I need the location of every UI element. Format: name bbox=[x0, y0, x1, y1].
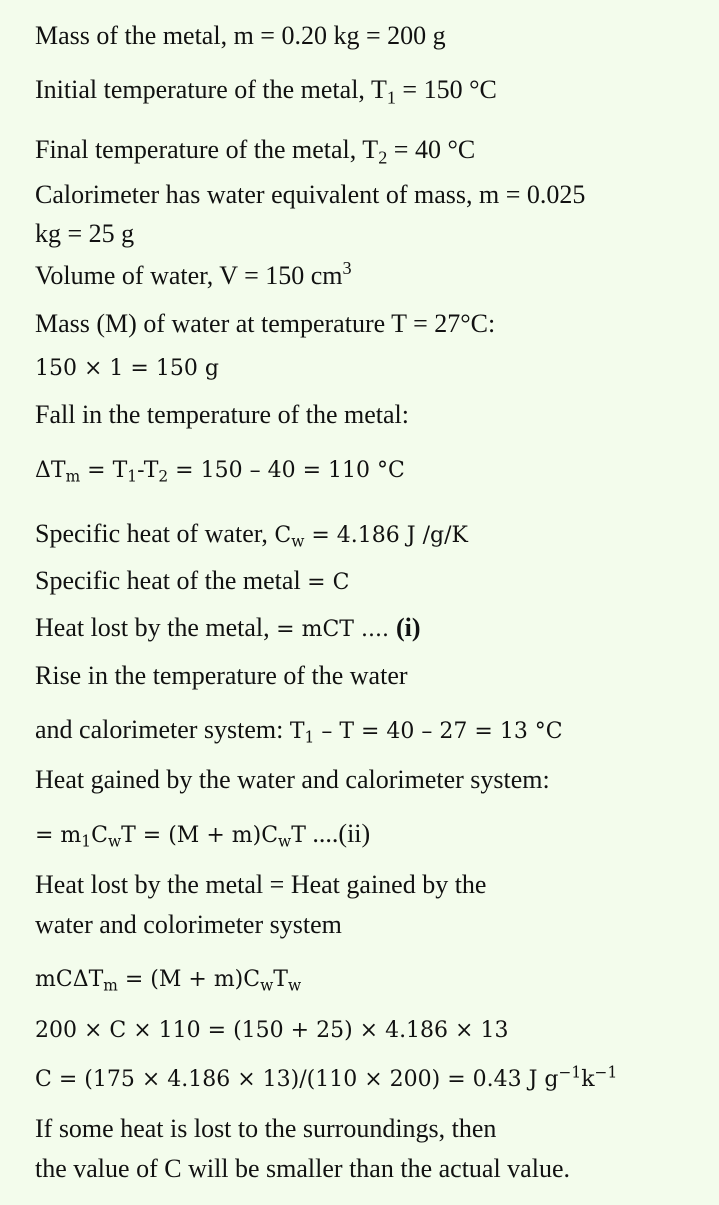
initial-temp-prefix: Initial temperature of the metal, T bbox=[35, 75, 387, 104]
t1-subscript: 1 bbox=[304, 728, 315, 747]
equation-label-i: (i) bbox=[395, 613, 421, 642]
t1-symbol: T bbox=[289, 719, 305, 744]
balance-eq-b-sub: w bbox=[260, 976, 274, 995]
initial-temperature-line bbox=[35, 74, 497, 106]
eq-ii-b-sub: w bbox=[107, 832, 122, 851]
mass-water-calc: 150 × 1 = 150 g bbox=[35, 356, 219, 381]
eq-ii-d: T bbox=[291, 823, 306, 848]
final-temperature-line bbox=[35, 134, 475, 166]
initial-temp-subscript: 1 bbox=[386, 87, 396, 108]
calorimeter-line-2: kg = 25 g bbox=[35, 219, 135, 248]
eq-ii-b: C bbox=[91, 823, 108, 848]
specific-heat-metal-text: Specific heat of the metal bbox=[35, 566, 308, 595]
conclusion-line-2: the value of C will be smaller than the actual value. bbox=[35, 1154, 570, 1183]
specific-heat-water-math bbox=[274, 523, 468, 551]
delta-tm-a-sub: m bbox=[65, 467, 81, 486]
calorimeter-line-1: Calorimeter has water equivalent of mass, m = 0.025 bbox=[35, 180, 586, 209]
result-eq-sup1: −1 bbox=[558, 1063, 582, 1082]
fall-temperature-line: Fall in the temperature of the metal: bbox=[35, 400, 409, 429]
calorimeter-system-line bbox=[35, 714, 563, 748]
final-temp-prefix: Final temperature of the metal, T bbox=[35, 135, 379, 164]
delta-tm-b: = T bbox=[80, 458, 128, 483]
specific-heat-metal-math: = C bbox=[307, 570, 350, 595]
rise-value: – T = 40 – 27 = 13 °C bbox=[314, 719, 563, 744]
conclusion-line-1: If some heat is lost to the surroundings, then bbox=[35, 1114, 497, 1143]
cw-subscript: w bbox=[291, 532, 305, 551]
cw-symbol: C bbox=[274, 523, 292, 548]
heat-lost-math: = mCT bbox=[276, 617, 354, 642]
eq-ii-c: T = (M + m)C bbox=[121, 823, 279, 848]
cw-value: = 4.186 J /g/K bbox=[304, 523, 468, 548]
calorimeter-system-math bbox=[289, 719, 563, 747]
balance-line-2: water and colorimeter system bbox=[35, 910, 342, 939]
balance-eq-a-sub: m bbox=[103, 976, 118, 995]
result-eq-b: k bbox=[581, 1067, 595, 1092]
delta-tm-equation bbox=[35, 455, 405, 487]
eq-ii-tail: ....(ii) bbox=[305, 819, 371, 848]
balance-eq-c-sub: w bbox=[287, 976, 302, 995]
delta-tm-c: -T bbox=[137, 458, 159, 483]
eq-ii-a: = m bbox=[35, 823, 82, 848]
delta-tm-d: = 150 – 40 = 110 °C bbox=[168, 458, 405, 483]
heat-gained-line: Heat gained by the water and calorimeter system: bbox=[35, 765, 550, 794]
initial-temp-suffix: = 150 °C bbox=[395, 75, 497, 104]
numeric-equation: 200 × C × 110 = (150 + 25) × 4.186 × 13 bbox=[35, 1018, 509, 1043]
heat-lost-dots: .... bbox=[353, 617, 396, 642]
final-temp-subscript: 2 bbox=[378, 147, 388, 168]
eq-ii-a-sub: 1 bbox=[81, 832, 92, 851]
balance-eq-b: = (M + m)C bbox=[117, 967, 261, 992]
specific-heat-water-line bbox=[35, 518, 468, 552]
volume-text: Volume of water, V = 150 cm bbox=[35, 261, 343, 290]
mass-water-line: Mass (M) of water at temperature T = 27°C: bbox=[35, 309, 496, 338]
mass-of-metal-line: Mass of the metal, m = 0.20 kg = 200 g bbox=[35, 21, 446, 50]
heat-lost-text: Heat lost by the metal, bbox=[35, 613, 277, 642]
final-temp-suffix: = 40 °C bbox=[387, 135, 476, 164]
result-equation bbox=[35, 1064, 617, 1096]
result-eq-a: C = (175 × 4.186 × 13)/(110 × 200) = 0.43 J g bbox=[35, 1067, 559, 1092]
rise-temperature-line: Rise in the temperature of the water bbox=[35, 661, 408, 690]
heat-lost-line bbox=[35, 612, 420, 646]
specific-heat-water-text: Specific heat of water, bbox=[35, 519, 275, 548]
specific-heat-metal-line bbox=[35, 565, 349, 599]
balance-equation bbox=[35, 964, 301, 996]
eq-ii-c-sub: w bbox=[278, 832, 292, 851]
calorimeter-system-text: and calorimeter system: bbox=[35, 715, 290, 744]
delta-tm-b-sub: 1 bbox=[127, 467, 138, 486]
delta-tm-a: ΔT bbox=[35, 458, 66, 483]
balance-eq-c: T bbox=[273, 967, 288, 992]
balance-eq-a: mCΔT bbox=[35, 967, 104, 992]
delta-tm-c-sub: 2 bbox=[158, 467, 169, 486]
equation-ii bbox=[35, 818, 370, 852]
volume-line bbox=[35, 260, 352, 292]
result-eq-sup2: −1 bbox=[594, 1063, 618, 1082]
volume-superscript: 3 bbox=[342, 258, 352, 278]
balance-line-1: Heat lost by the metal = Heat gained by the bbox=[35, 870, 487, 899]
